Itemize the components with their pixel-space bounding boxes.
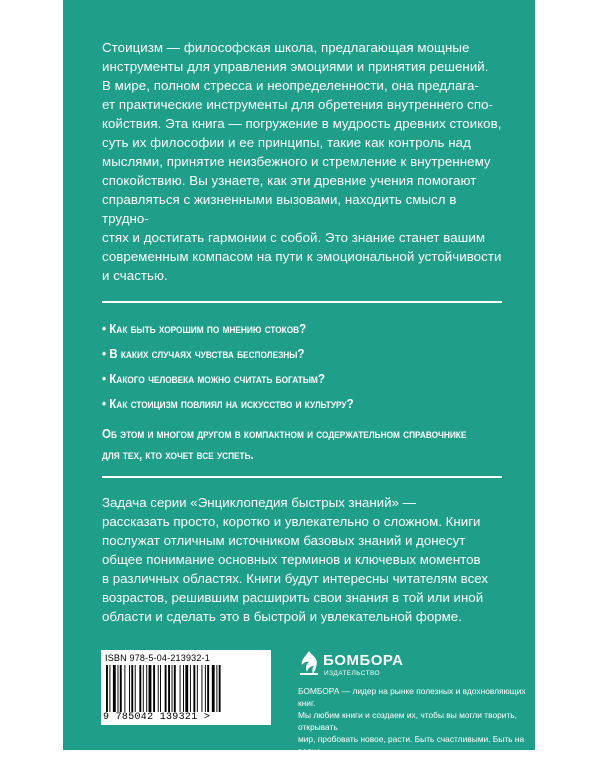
intro-line: спокойствию. Вы узнаете, как эти древние учения помогают [102, 173, 477, 188]
bombora-wave-icon [298, 650, 320, 676]
barcode-digits: 9 785042 139321 > [103, 712, 211, 723]
series-line: в различных областях. Книги будут интересны читателям всех [102, 571, 488, 586]
intro-line: и счастью. [102, 268, 168, 283]
barcode-icon [105, 665, 267, 712]
intro-line: справляться с жизненными вызовами, находить смысл в трудно- [102, 192, 457, 226]
intro-line: Стоицизм — философская школа, предлагающая мощные [102, 40, 470, 55]
publisher-about-line: БОМБОРА — лидер на рынке полезных и вдохновляющих книг. [298, 686, 526, 708]
intro-line: койствия. Эта книга — погружение в мудрость древних стоиков, [102, 116, 502, 131]
publisher-subtitle: ИЗДАТЕЛЬСТВО [324, 670, 380, 677]
series-line: области и сделать это в быстрой и увлекательной форме. [102, 609, 462, 624]
isbn-label: ISBN 978-5-04-213932-1 [105, 653, 210, 663]
summary-note [102, 424, 507, 466]
back-cover [63, 0, 535, 756]
question-item: • Как стоицизм повлиял на искусство и культуру? [102, 397, 354, 411]
publisher-about-line: мир, пробовать новое, расти. Быть счастливыми. Быть на волне. [298, 734, 525, 756]
question-list [102, 317, 512, 417]
intro-line: мыслями, принятие неизбежного и стремление к внутреннему [102, 154, 491, 169]
series-line: общее понимание основных терминов и ключевых моментов [102, 552, 481, 567]
question-item: • В каких случаях чувства бесполезны? [102, 347, 305, 361]
divider-top [102, 301, 502, 303]
barcode-panel [101, 650, 271, 725]
publisher-about [298, 685, 533, 757]
series-description [102, 493, 502, 626]
summary-line: для тех, кто хочет все успеть. [102, 448, 254, 462]
summary-line: Об этом и многом другом в компактном и содержательном справочнике [102, 427, 467, 441]
intro-line: ет практические инструменты для обретения внутреннего спо- [102, 97, 494, 112]
intro-line: В мире, полном стресса и неопределенности, она предлага- [102, 78, 479, 93]
series-line: возрастов, решившим расширить свои знания в той или иной [102, 590, 484, 605]
intro-line: стях и достигать гармонии с собой. Это знание станет вашим [102, 230, 486, 245]
question-item: • Какого человека можно считать богатым? [102, 372, 325, 386]
intro-line: инструменты для управления эмоциями и принятия решений. [102, 59, 489, 74]
intro-line: суть их философии и ее принципы, такие как контроль над [102, 135, 471, 150]
publisher-about-line: Мы любим книги и создаем их, чтобы вы могли творить, открывать [298, 710, 517, 732]
series-line: послужат отличным источником базовых знаний и донесут [102, 533, 466, 548]
question-item: • Как быть хорошим по мнению стоков? [102, 322, 307, 336]
publisher-name: БОМБОРА [323, 652, 404, 669]
intro-line: современным компасом на пути к эмоциональной устойчивости [102, 249, 502, 264]
series-line: Задача серии «Энциклопедия быстрых знаний» — [102, 495, 416, 510]
series-line: рассказать просто, коротко и увлекательно о сложном. Книги [102, 514, 481, 529]
intro-paragraph [102, 38, 502, 285]
divider-bottom [102, 476, 502, 478]
